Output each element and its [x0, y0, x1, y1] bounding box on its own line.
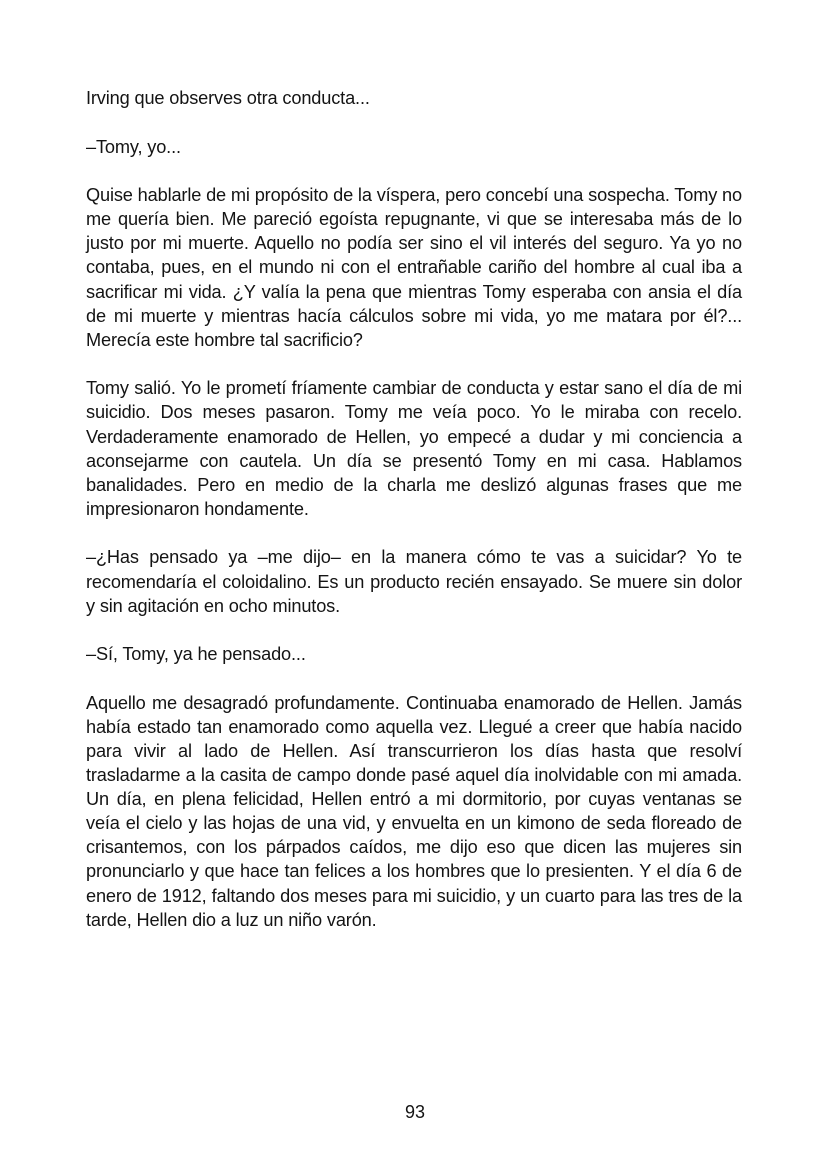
page-number: 93 [404, 1102, 426, 1122]
paragraph-dialogue-si-tomy: –Sí, Tomy, ya he pensado... [86, 644, 306, 665]
paragraph-aquello-me-desagrado: Aquello me desagradó profundamente. Continuaba enamorado de Hellen. Jamás había estado tan enamorado como aquella vez. Llegué a creer que había nacido para vivir al lado de Hellen. Así transcurrieron los días hasta que resolví trasladarme a la casita de campo donde pasé aquel día inolvidable con mi amada. Un día, en plena felicidad, Hellen entró a mi dormitorio, por cuyas ventanas se veía el cielo y las hojas de una vid, y envuelta en un kimono de seda floreado de crisantemos, con los párpados caídos, me dijo eso que dicen las mujeres sin pronunciarlo y que hace tan felices a los hombres que lo presienten. Y el día 6 de enero de 1912, faltando dos meses para mi suicidio, y un cuarto para las tres de la tarde, Hellen dio a luz un niño varón. [86, 692, 742, 930]
paragraph-sospecha: Quise hablarle de mi propósito de la víspera, pero concebí una sospecha. Tomy no me quería bien. Me pareció egoísta repugnante, vi que se interesaba más de lo justo por mi muerte. Aquello no podía ser sino el vil interés del seguro. Ya yo no contaba, pues, en el mundo ni con el entrañable cariño del hombre al cual iba a sacrificar mi vida. ¿Y valía la pena que mientras Tomy esperaba con ansia el día de mi muerte y mientras hacía cálculos sobre mi vida, yo me matara por él?... Merecía este hombre tal sacrificio? [86, 185, 742, 350]
document-page [86, 86, 742, 956]
paragraph-continuation: Irving que observes otra conducta... [86, 88, 370, 108]
paragraph-dialogue-has-pensado: –¿Has pensado ya –me dijo– en la manera cómo te vas a suicidar? Yo te recomendaría el coloidalino. Es un producto recién ensayado. Se muere sin dolor y sin agitación en ocho minutos. [86, 547, 742, 616]
paragraph-dialogue-tomy-yo: –Tomy, yo... [86, 136, 181, 157]
paragraph-tomy-salio: Tomy salió. Yo le prometí fríamente cambiar de conducta y estar sano el día de mi suicidio. Dos meses pasaron. Tomy me veía poco. Yo le miraba con recelo. Verdaderamente enamorado de Hellen, yo empecé a dudar y mi conciencia a aconsejarme con cautela. Un día se presentó Tomy en mi casa. Hablamos banalidades. Pero en medio de la charla me deslizó algunas frases que me impresionaron hondamente. [86, 378, 742, 519]
